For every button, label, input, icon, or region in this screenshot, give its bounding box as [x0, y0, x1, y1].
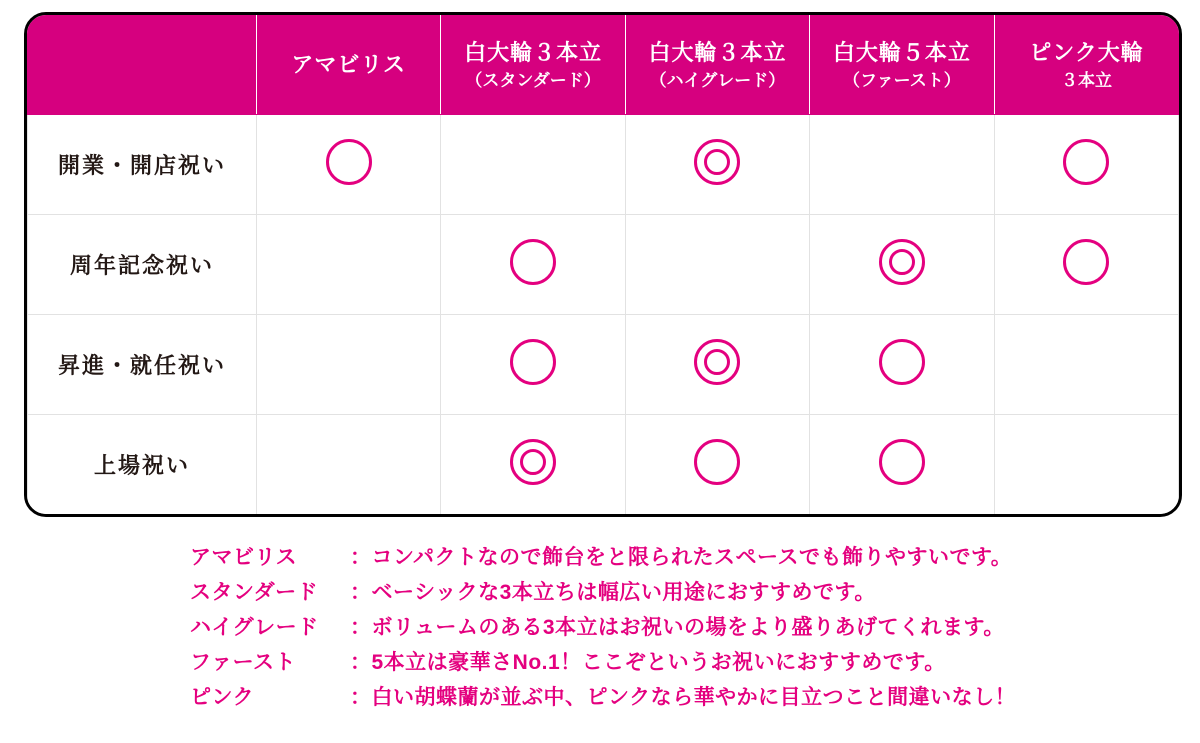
column-header-main: 白大輪５本立	[832, 39, 971, 65]
cell-mark	[625, 415, 809, 515]
cell-mark	[810, 415, 994, 515]
table-row	[28, 315, 1179, 415]
column-header-pink	[994, 16, 1178, 115]
notes-list	[190, 540, 1170, 715]
note-text: 5本立は豪華さNo.1！ここぞというお祝いにおすすめです。	[371, 651, 946, 674]
column-header-sub: （ハイグレード）	[649, 71, 786, 91]
empty-mark	[1063, 339, 1109, 385]
row-label: 周年記念祝い	[28, 215, 257, 315]
cell-mark	[810, 115, 994, 215]
single-circle-icon	[1063, 239, 1109, 285]
comparison-table-container	[24, 12, 1182, 517]
cell-mark	[441, 315, 625, 415]
table-body	[28, 115, 1179, 515]
single-circle-icon	[510, 239, 556, 285]
empty-mark	[326, 339, 372, 385]
note-separator: ：	[350, 616, 372, 639]
table-row	[28, 415, 1179, 515]
single-circle-icon	[1063, 139, 1109, 185]
note-label: スタンダード	[190, 581, 319, 604]
empty-mark	[694, 239, 740, 285]
single-circle-icon	[879, 439, 925, 485]
note-item	[190, 540, 1170, 575]
column-header-main: アマビリス	[291, 52, 406, 78]
single-circle-icon	[510, 339, 556, 385]
cell-mark	[994, 215, 1178, 315]
empty-mark	[1063, 439, 1109, 485]
row-label: 上場祝い	[28, 415, 257, 515]
cell-mark	[441, 415, 625, 515]
note-label: ファースト	[190, 651, 297, 674]
table-row	[28, 215, 1179, 315]
column-header-sub: （スタンダード）	[465, 71, 601, 91]
note-item	[190, 610, 1170, 645]
note-separator: ：	[350, 651, 372, 674]
table-header	[28, 16, 1179, 115]
empty-mark	[879, 139, 925, 185]
column-header-main: 白大輪３本立	[648, 39, 787, 65]
note-label: ピンク	[190, 686, 255, 709]
single-circle-icon	[326, 139, 372, 185]
cell-mark	[994, 115, 1178, 215]
cell-mark	[810, 215, 994, 315]
cell-mark	[625, 115, 809, 215]
empty-mark	[326, 239, 372, 285]
note-text: コンパクトなので飾台をと限られたスペースでも飾りやすいです。	[371, 546, 1013, 569]
note-separator: ：	[350, 546, 372, 569]
note-text: ボリュームのある3本立はお祝いの場をより盛りあげてくれます。	[371, 616, 1005, 639]
column-header-first	[810, 16, 994, 115]
note-item	[190, 575, 1170, 610]
cell-mark	[441, 215, 625, 315]
cell-mark	[625, 215, 809, 315]
header-row	[28, 16, 1179, 115]
cell-mark	[810, 315, 994, 415]
note-text: ベーシックな3本立ちは幅広い用途におすすめです。	[371, 581, 876, 604]
note-item	[190, 680, 1170, 715]
note-label: ハイグレード	[190, 616, 319, 639]
column-header-highgrade	[625, 16, 809, 115]
comparison-table	[27, 15, 1179, 514]
double-circle-icon	[879, 239, 925, 285]
note-separator: ：	[350, 581, 372, 604]
column-header-main: ピンク大輪	[1029, 39, 1144, 65]
note-item	[190, 645, 1170, 680]
note-text: 白い胡蝶蘭が並ぶ中、ピンクなら華やかに目立つこと間違いなし！	[371, 686, 1017, 709]
cell-mark	[994, 415, 1178, 515]
single-circle-icon	[879, 339, 925, 385]
table-corner-cell	[28, 16, 257, 115]
double-circle-icon	[510, 439, 556, 485]
cell-mark	[625, 315, 809, 415]
double-circle-icon	[694, 339, 740, 385]
column-header-standard	[441, 16, 625, 115]
column-header-sub: （ファースト）	[842, 71, 961, 91]
empty-mark	[326, 439, 372, 485]
column-header-amabilis	[257, 16, 441, 115]
table-row	[28, 115, 1179, 215]
cell-mark	[257, 415, 441, 515]
cell-mark	[257, 315, 441, 415]
empty-mark	[510, 139, 556, 185]
single-circle-icon	[694, 439, 740, 485]
row-label: 昇進・就任祝い	[28, 315, 257, 415]
note-label: アマビリス	[190, 546, 298, 569]
column-header-sub: ３本立	[1061, 71, 1113, 91]
double-circle-icon	[694, 139, 740, 185]
note-separator: ：	[350, 686, 372, 709]
cell-mark	[441, 115, 625, 215]
cell-mark	[257, 115, 441, 215]
cell-mark	[994, 315, 1178, 415]
cell-mark	[257, 215, 441, 315]
column-header-main: 白大輪３本立	[464, 39, 603, 65]
row-label: 開業・開店祝い	[28, 115, 257, 215]
